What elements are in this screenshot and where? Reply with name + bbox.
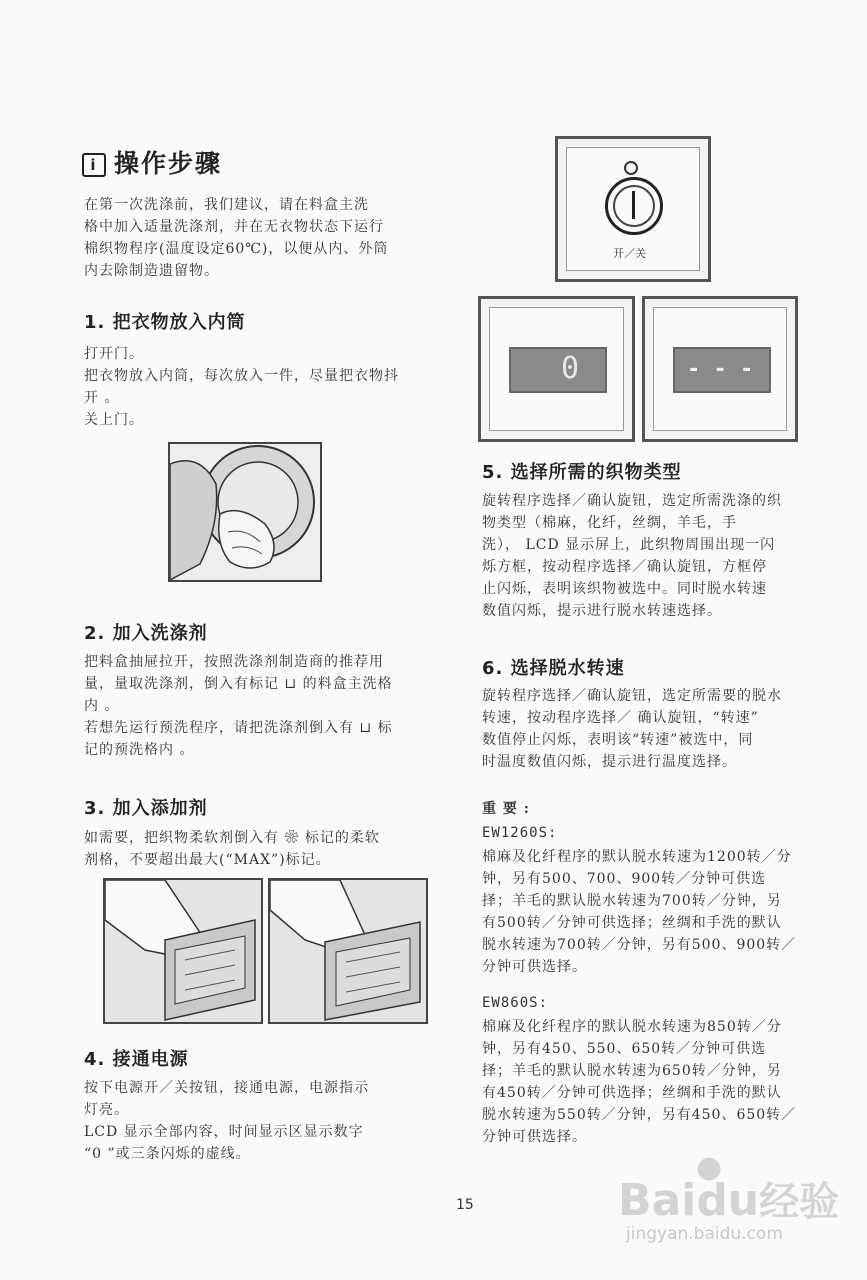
page-title: i 操作步骤 <box>82 144 222 180</box>
section-3-text: 如需要，把织物柔软剂倒入有 ❀ 标记的柔软 剂格，不要超出最大(“MAX”)标记。 <box>84 830 380 868</box>
section-2-text: 把料盒抽屉拉开，按照洗涤剂制造商的推荐用 量，量取洗涤剂，倒入有标记 ⊔ 的料盒主洗格 内 。 若想先运行预洗程序，请把洗涤剂倒入有 ⊔ 标 记的预洗格内 。 <box>84 654 393 758</box>
section-6-text: 旋转程序选择／确认旋钮，选定所需要的脱水 转速，按动程序选择／ 确认旋钮，“转速” 数值停止闪烁，表明该“转速”被选中，同 时温度数值闪烁，提示进行温度选择。 <box>482 688 782 770</box>
dispenser-drawer-photo-right <box>268 878 428 1024</box>
info-icon: i <box>82 153 106 177</box>
intro-paragraph: 在第一次洗涤前，我们建议，请在料盒主洗 格中加入适量洗涤剂，并在无衣物状态下运行 棉织物程序(温度设定60℃)，以便从内、外筒 内去除制造遗留物。 <box>84 197 389 279</box>
section-1-text: 打开门。 把衣物放入内筒，每次放入一件，尽量把衣物抖 开 。 关上门。 <box>84 346 399 428</box>
lcd-dashes: - - - <box>687 357 754 382</box>
watermark-url: jingyan.baidu.com <box>626 1224 783 1244</box>
model-ew860s: EW860S: <box>482 995 549 1011</box>
lcd-digit: 0 <box>561 351 580 386</box>
section-4-heading: 4. 接通电源 <box>84 1049 189 1070</box>
important-heading: 重 要 : <box>482 801 530 817</box>
power-label: 开／关 <box>613 247 646 260</box>
section-2-heading: 2. 加入洗涤剂 <box>84 623 208 644</box>
lcd-display-dashes <box>673 347 771 393</box>
section-1-heading: 1. 把衣物放入内筒 <box>84 312 246 333</box>
section-4-text: 按下电源开／关按钮，接通电源，电源指示 灯亮。 LCD 显示全部内容，时间显示区显示数字 “0 ”或三条闪烁的虚线。 <box>84 1080 369 1162</box>
section-6-heading: 6. 选择脱水转速 <box>482 658 625 679</box>
baidu-watermark <box>618 1150 840 1250</box>
power-button-figure <box>555 136 711 282</box>
lcd-zero-figure <box>478 296 635 442</box>
section-3-heading: 3. 加入添加剂 <box>84 798 208 819</box>
paw-logo-icon: ● <box>696 1150 723 1185</box>
lcd-dashes-figure <box>642 296 798 442</box>
model-ew1260s-text: 棉麻及化纤程序的默认脱水转速为1200转／分 钟，另有500、700、900转／分钟可供选 择；羊毛的默认脱水转速为700转／分钟，另 有500转／分钟可供选择；丝绸和手洗的默认 脱水转速为700转／分钟，另有500、900转／ 分钟可供选择。 <box>482 849 797 975</box>
section-5-heading: 5. 选择所需的织物类型 <box>482 462 682 483</box>
model-ew1260s: EW1260S: <box>482 825 558 841</box>
loading-laundry-illustration <box>168 442 322 582</box>
power-line-icon <box>632 191 635 219</box>
section-5-text: 旋转程序选择／确认旋钮，选定所需洗涤的织 物类型（棉麻，化纤，丝绸，羊毛，手 洗）， LCD 显示屏上，此织物周围出现一闪 烁方框，按动程序选择／确认旋钮，方框停 止闪烁，表明该织物被选中。同时脱水转速 数值闪烁，提示进行脱水转速选择。 <box>482 493 782 619</box>
lcd-display-zero <box>509 347 607 393</box>
power-knob <box>605 177 663 235</box>
dispenser-drawer-photo-left <box>103 878 263 1024</box>
watermark-brand: Baidu经验 <box>618 1175 840 1226</box>
page-number: 15 <box>456 1197 474 1213</box>
indicator-light <box>624 161 638 175</box>
model-ew860s-text: 棉麻及化纤程序的默认脱水转速为850转／分 钟，另有450、550、650转／分钟可供选 择；羊毛的默认脱水转速为650转／分钟，另 有450转／分钟可供选择；丝绸和手洗的默认 脱水转速为550转／分钟，另有450、650转／ 分钟可供选择。 <box>482 1019 797 1145</box>
